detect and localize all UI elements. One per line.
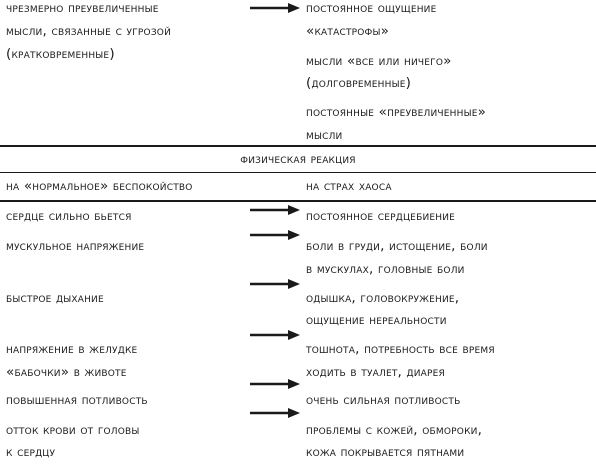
row-1-right-line-1: постоянное сердцебиение bbox=[306, 208, 456, 224]
row-4-right-line-1: тошнота, потребность все время bbox=[306, 341, 495, 357]
section-title: физическая реакция bbox=[240, 151, 356, 167]
section-divider-middle bbox=[0, 172, 596, 173]
row-5-right-line-1: очень сильная потливость bbox=[306, 392, 461, 408]
row-3-right-line-2: ощущение нереальности bbox=[306, 312, 447, 328]
arrow-icon bbox=[250, 279, 300, 289]
top-right-item-3-line-2: мысли bbox=[306, 127, 343, 143]
arrow-icon bbox=[250, 330, 300, 340]
row-4-left-line-1: напряжение в желудке bbox=[6, 341, 138, 357]
header-left: на «нормальное» беспокойство bbox=[6, 178, 193, 194]
row-6-left-line-1: отток крови от головы bbox=[6, 422, 140, 438]
top-left-line-3: (кратковременные) bbox=[6, 46, 115, 62]
arrow-icon bbox=[250, 3, 300, 13]
row-2-right-line-1: боли в груди, истощение, боли bbox=[306, 238, 488, 254]
top-right-item-2-line-1: мысли «все или ничего» bbox=[306, 53, 452, 69]
row-2-right-line-2: в мускулах, головные боли bbox=[306, 261, 465, 277]
arrow-icon bbox=[250, 408, 300, 418]
row-6-right-line-1: проблемы с кожей, обмороки, bbox=[306, 422, 483, 438]
header-divider bbox=[0, 200, 596, 202]
row-5-left-line-1: повышенная потливость bbox=[6, 392, 148, 408]
row-6-right-line-2: кожа покрывается пятнами bbox=[306, 444, 465, 460]
top-right-item-1-line-1: постоянное ощущение bbox=[306, 0, 437, 16]
arrow-icon bbox=[250, 230, 300, 240]
top-left-line-1: чрезмерно преувеличенные bbox=[6, 0, 159, 16]
header-right: на страх хаоса bbox=[306, 178, 392, 194]
arrow-icon bbox=[250, 379, 300, 389]
top-right-item-3-line-1: постоянные «преувеличенные» bbox=[306, 104, 487, 120]
top-right-item-1-line-2: «катастрофы» bbox=[306, 23, 390, 39]
row-1-left-line-1: сердце сильно бьется bbox=[6, 208, 132, 224]
arrow-icon bbox=[250, 205, 300, 215]
top-right-item-2-line-2: (долговременные) bbox=[306, 75, 412, 91]
row-6-left-line-2: к сердцу bbox=[6, 444, 56, 460]
section-divider-top bbox=[0, 145, 596, 147]
row-3-right-line-1: одышка, головокружение, bbox=[306, 290, 460, 306]
row-4-right-line-2: ходить в туалет, диарея bbox=[306, 364, 446, 380]
row-2-left-line-1: мускульное напряжение bbox=[6, 238, 145, 254]
row-4-left-line-2: «бабочки» в животе bbox=[6, 364, 127, 380]
row-3-left-line-1: быстрое дыхание bbox=[6, 290, 104, 306]
top-left-line-2: мысли, связанные с угрозой bbox=[6, 23, 172, 39]
